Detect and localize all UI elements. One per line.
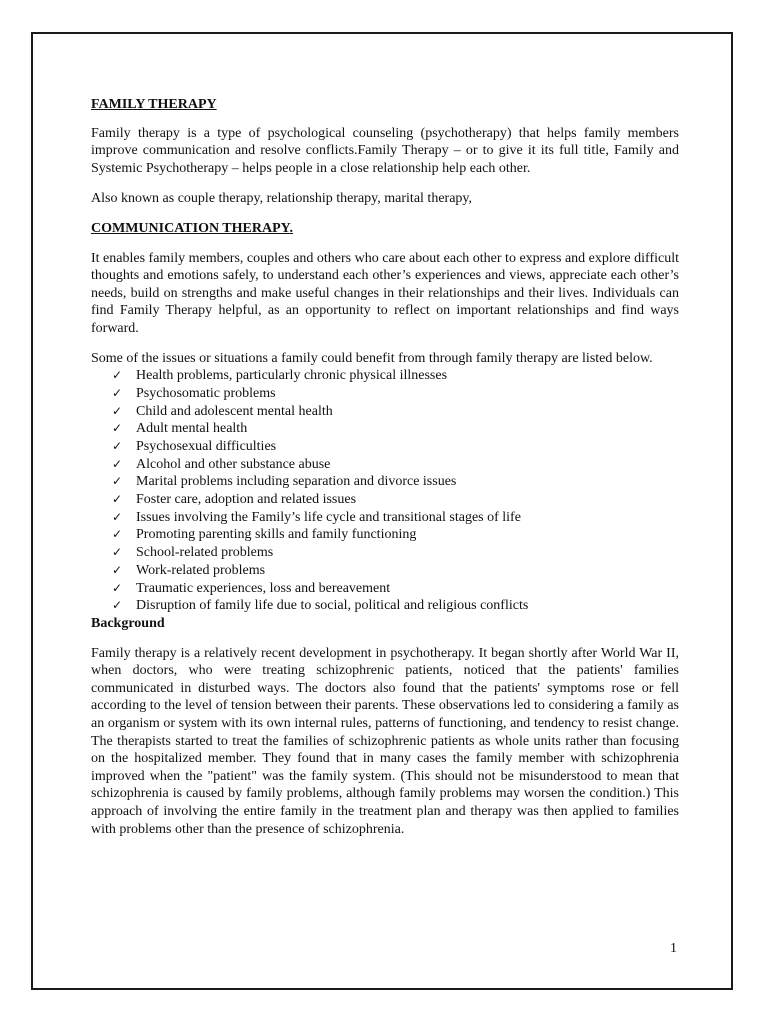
checkmark-icon: ✓	[112, 421, 123, 436]
checkmark-icon: ✓	[112, 403, 123, 418]
issues-list	[91, 367, 679, 615]
list-item: ✓ Traumatic experiences, loss and bereavement	[112, 580, 391, 596]
list-item: ✓ Disruption of family life due to social, political and religious conflicts	[112, 598, 529, 614]
list-item: ✓ School-related problems	[112, 545, 274, 561]
page-number: 1	[670, 941, 677, 956]
document-title: FAMILY THERAPY	[91, 97, 217, 112]
checkmark-icon: ✓	[112, 527, 123, 542]
list-item: ✓ Marital problems including separation and divorce issues	[112, 474, 457, 490]
checkmark-icon: ✓	[112, 598, 123, 613]
list-item: ✓ Work-related problems	[112, 562, 266, 578]
list-item: ✓ Psychosexual difficulties	[112, 438, 277, 454]
list-item: ✓ Health problems, particularly chronic physical illnesses	[112, 368, 448, 384]
checkmark-icon: ✓	[112, 438, 123, 453]
list-item: ✓ Adult mental health	[112, 421, 248, 437]
checkmark-icon: ✓	[112, 385, 123, 400]
checkmark-icon: ✓	[112, 474, 123, 489]
section-paragraph: It enables family members, couples and others who care about each other to express and explore difficult thoughts and emotions safely, to understand each other’s experiences and views, appreciate each other’s needs, build on strengths and make useful changes in their relationships and their lives. Individuals can find Family Therapy helpful, as an opportunity to reflect on important relationships and find ways forward.	[91, 250, 679, 336]
issues-intro-paragraph: Some of the issues or situations a family could benefit from through family therapy are listed below.	[91, 350, 653, 366]
checkmark-icon: ✓	[112, 545, 123, 560]
intro-paragraph: Family therapy is a type of psychological counseling (psychotherapy) that helps family members improve communication and resolve conflicts.Family Therapy – or to give it its full title, Family and Systemic Psychotherapy – helps people in a close relationship help each other.	[91, 125, 679, 176]
also-known-paragraph: Also known as couple therapy, relationship therapy, marital therapy,	[91, 191, 472, 207]
list-item: ✓ Issues involving the Family’s life cycle and transitional stages of life	[112, 509, 521, 525]
background-paragraph: Family therapy is a relatively recent development in psychotherapy. It began shortly after World War II, when doctors, who were treating schizophrenic patients, noticed that the patients' families communicated in disturbed ways. The doctors also found that the patients' symptoms rose or fell according to the level of tension between their parents. These observations led to considering a family as an organism or system with its own internal rules, patterns of functioning, and tendency to resist change. The therapists started to treat the families of schizophrenic patients as whole units rather than focusing on the hospitalized member. They found that in many cases the family member with schizophrenia improved when the "patient" was the family system. (This should not be misunderstood to mean that schizophrenia is caused by family problems, although family problems may worsen the condition.) This approach of involving the entire family in the treatment plan and therapy was then applied to families with problems other than the presence of schizophrenia.	[91, 645, 679, 837]
checkmark-icon: ✓	[112, 509, 123, 524]
list-item: ✓ Alcohol and other substance abuse	[112, 456, 331, 472]
checkmark-icon: ✓	[112, 580, 123, 595]
list-item: ✓ Promoting parenting skills and family functioning	[112, 527, 417, 543]
list-item: ✓ Child and adolescent mental health	[112, 403, 333, 419]
section-heading: COMMUNICATION THERAPY.	[91, 220, 293, 236]
checkmark-icon: ✓	[112, 492, 123, 507]
list-item: ✓ Foster care, adoption and related issues	[112, 492, 357, 508]
document-page	[31, 32, 733, 990]
list-item: ✓ Psychosomatic problems	[112, 385, 276, 401]
checkmark-icon: ✓	[112, 368, 123, 383]
checkmark-icon: ✓	[112, 456, 123, 471]
checkmark-icon: ✓	[112, 562, 123, 577]
background-heading: Background	[91, 615, 165, 631]
document-body	[91, 94, 679, 838]
